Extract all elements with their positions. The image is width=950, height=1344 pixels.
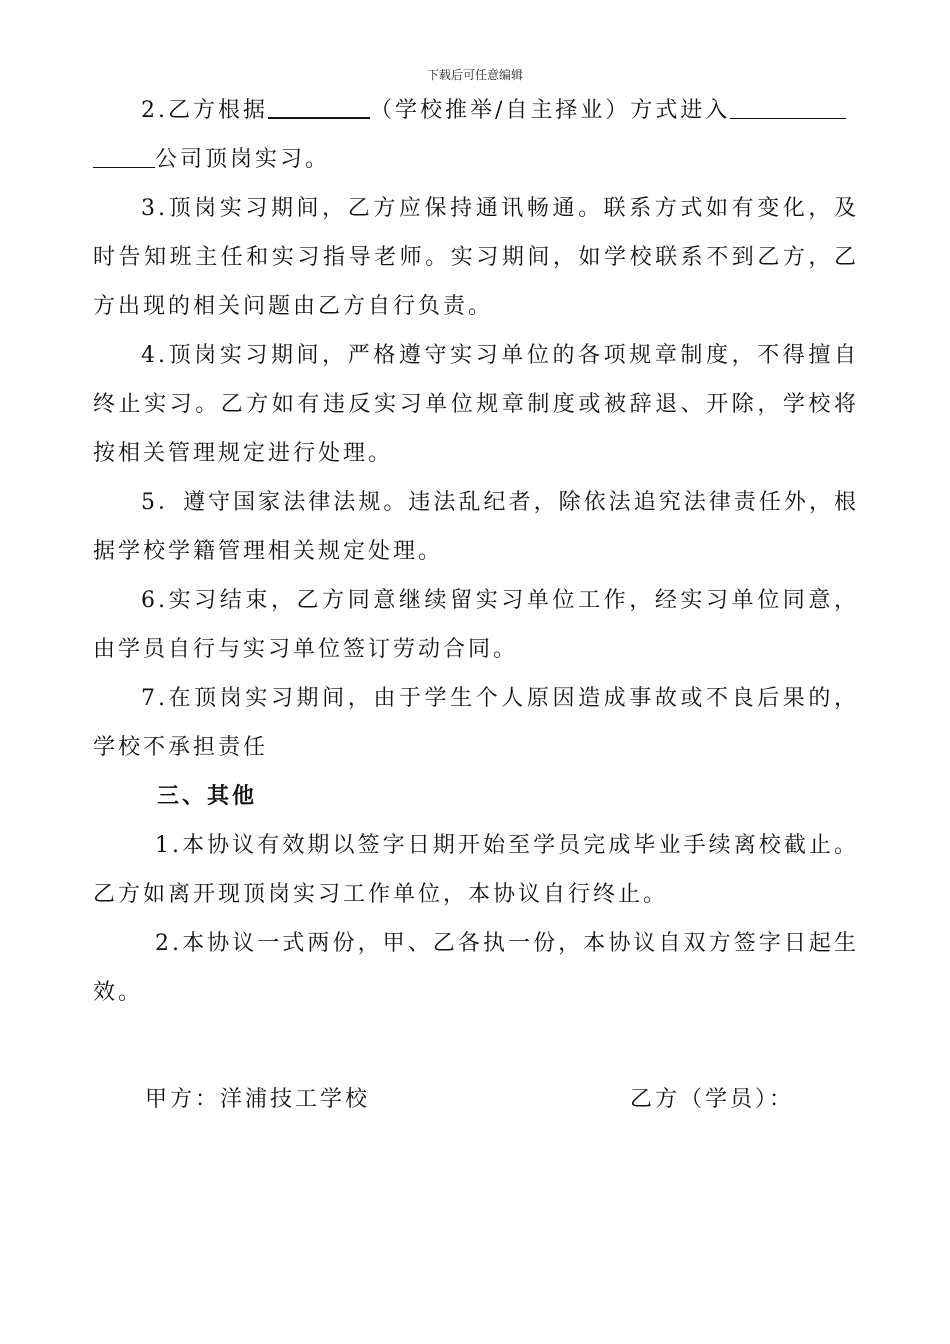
header-note: 下载后可任意编辑 [426, 68, 523, 82]
other-item-1: 1.本协议有效期以签字日期开始至学员完成毕业手续离校截止。乙方如离开现顶岗实习工作单位，本协议自行终止。 [93, 833, 859, 907]
clause-2-middle: （学校推举/自主择业）方式进入 [370, 98, 731, 123]
party-a-signature: 甲方：洋浦技工学校 [145, 1087, 371, 1112]
signature-block [0, 1082, 950, 1122]
clause-3: 3.顶岗实习期间，乙方应保持通讯畅通。联系方式如有变化，及时告知班主任和实习指导老师。实习期间，如学校联系不到乙方，乙方出现的相关问题由乙方自行负责。 [93, 196, 859, 319]
blank-recommend-method [268, 97, 370, 119]
clause-7: 7.在顶岗实习期间，由于学生个人原因造成事故或不良后果的，学校不承担责任 [93, 686, 859, 760]
clause-6: 6.实习结束，乙方同意继续留实习单位工作，经实习单位同意，由学员自行与实习单位签订劳动合同。 [93, 588, 859, 662]
blank-company-name-cont [93, 147, 155, 168]
clause-5: 5．遵守国家法律法规。违法乱纪者，除依法追究法律责任外，根据学校学籍管理相关规定处理。 [93, 490, 859, 564]
clause-2 [93, 86, 859, 184]
other-item-2: 2.本协议一式两份，甲、乙各执一份，本协议自双方签字日起生效。 [93, 931, 859, 1005]
clause-2-suffix: 公司顶岗实习。 [155, 147, 331, 172]
document-body [93, 86, 859, 1017]
clause-4: 4.顶岗实习期间，严格遵守实习单位的各项规章制度，不得擅自终止实习。乙方如有违反实习单位规章制度或被辞退、开除，学校将按相关管理规定进行处理。 [93, 343, 859, 466]
blank-company-name [730, 98, 846, 119]
party-b-signature: 乙方（学员）： [630, 1087, 795, 1112]
section-heading-other: 三、其他 [157, 783, 258, 809]
clause-2-prefix: 2.乙方根据 [141, 98, 268, 123]
